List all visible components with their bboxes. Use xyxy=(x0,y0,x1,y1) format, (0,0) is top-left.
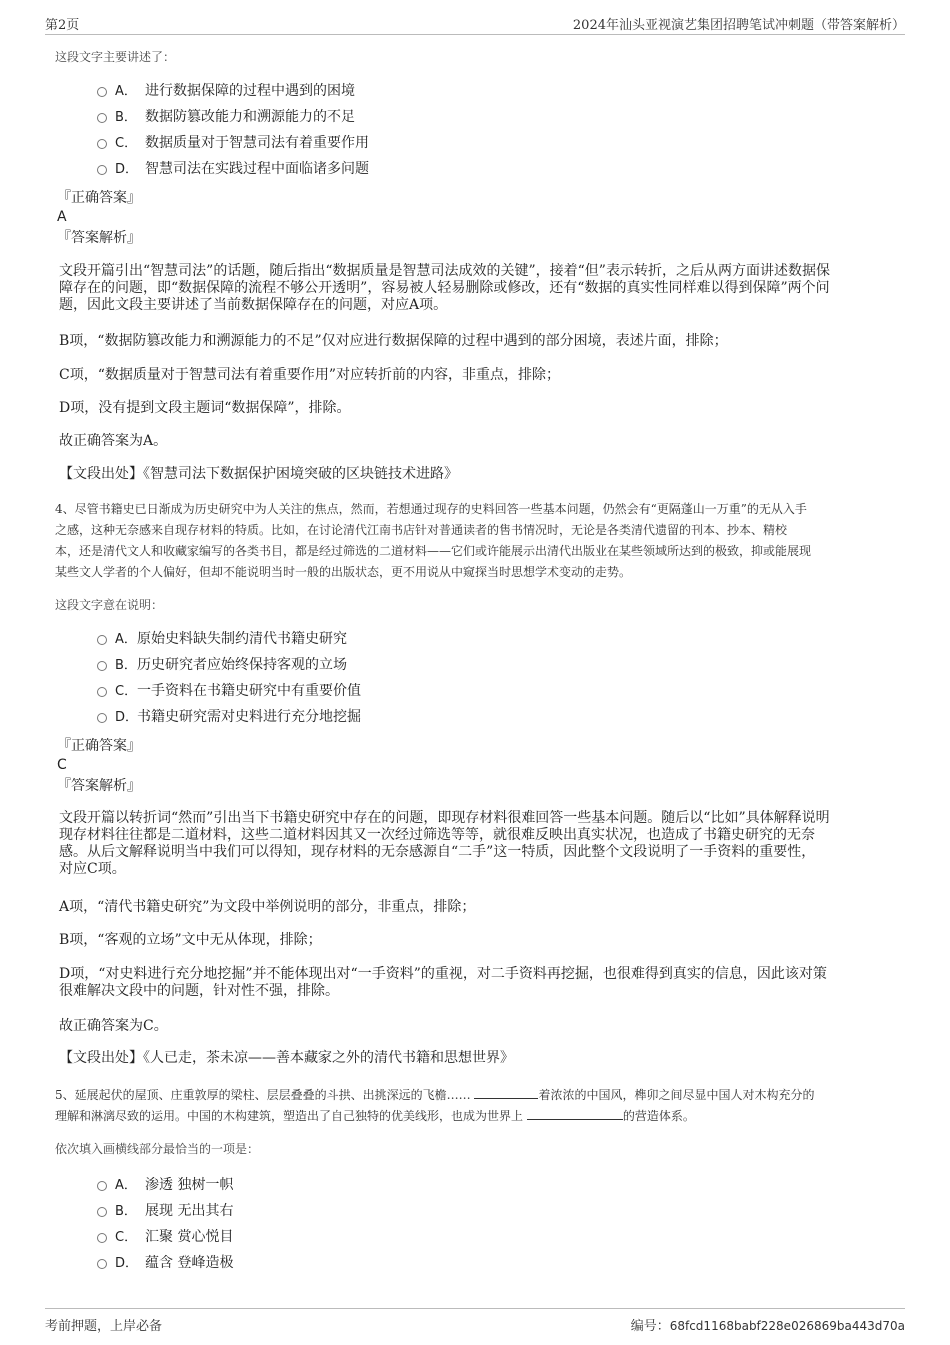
radio-icon[interactable] xyxy=(97,687,107,697)
radio-icon[interactable] xyxy=(97,1181,107,1191)
q3-b-note: B项，“数据防篡改能力和溯源能力的不足”仅对应进行数据保障的过程中遇到的部分困境，表述片面，排除； xyxy=(59,333,728,349)
q4-correct-label: 『正确答案』 xyxy=(57,738,141,754)
radio-icon[interactable] xyxy=(97,139,107,149)
q4-analysis-label: 『答案解析』 xyxy=(57,778,141,794)
radio-icon[interactable] xyxy=(97,635,107,645)
q3-source: 【文段出处】《智慧司法下数据保护困境突破的区块链技术进路》 xyxy=(59,466,458,482)
q3-answer: A xyxy=(57,209,67,225)
radio-icon[interactable] xyxy=(97,1207,107,1217)
q4-answer: C xyxy=(57,757,67,773)
q3-option-a[interactable]: A． 进行数据保障的过程中遇到的困境 xyxy=(97,81,369,101)
q3-options xyxy=(97,81,369,179)
q5-text: 5、延展起伏的屋顶、庄重敦厚的梁柱、层层叠叠的斗拱、出挑深远的飞檐…… 着浓浓的中国风，榫卯之间尽显中国人对木构充分的 理解和淋漓尽致的运用。中国的木构建筑，塑造出了自己独特的优美线形，也成为世界上 的营造体系。 xyxy=(55,1088,815,1123)
q4-d-note: D项，“对史料进行充分地挖掘”并不能体现出对“一手资料”的重视，对二手资料再挖掘，也很难得到真实的信息，因此该对策 很难解决文段中的问题，针对性不强，排除。 xyxy=(59,966,827,999)
document-title: 2024年汕头亚视演艺集团招聘笔试冲刺题（带答案解析） xyxy=(572,18,905,33)
q3-option-d[interactable]: D． 智慧司法在实践过程中面临诸多问题 xyxy=(97,159,369,179)
page-header xyxy=(45,12,905,35)
q3-d-note: D项，没有提到文段主题词“数据保障”，排除。 xyxy=(59,400,351,416)
radio-icon[interactable] xyxy=(97,661,107,671)
radio-icon[interactable] xyxy=(97,165,107,175)
q5-options xyxy=(97,1175,233,1273)
q4-option-a[interactable]: A．原始史料缺失制约清代书籍史研究 xyxy=(97,629,361,649)
footer-slogan: 考前押题，上岸必备 xyxy=(45,1319,163,1334)
radio-icon[interactable] xyxy=(97,87,107,97)
radio-icon[interactable] xyxy=(97,113,107,123)
q4-option-d[interactable]: D．书籍史研究需对史料进行充分地挖掘 xyxy=(97,707,361,727)
radio-icon[interactable] xyxy=(97,1233,107,1243)
page-footer xyxy=(45,1308,905,1335)
blank-2[interactable] xyxy=(527,1107,623,1120)
blank-1[interactable] xyxy=(474,1086,538,1099)
q3-conclusion: 故正确答案为A。 xyxy=(59,433,168,449)
q4-prompt: 这段文字意在说明： xyxy=(55,598,164,612)
q3-c-note: C项，“数据质量对于智慧司法有着重要作用”对应转折前的内容，非重点，排除； xyxy=(59,367,561,383)
radio-icon[interactable] xyxy=(97,713,107,723)
document-code: 编号：68fcd1168babf228e026869ba443d70a xyxy=(630,1319,905,1334)
radio-icon[interactable] xyxy=(97,1259,107,1269)
q5-prompt: 依次填入画横线部分最恰当的一项是： xyxy=(55,1142,260,1156)
q4-b-note: B项，“客观的立场”文中无从体现，排除； xyxy=(59,932,322,948)
q4-options xyxy=(97,629,361,727)
q5-option-d[interactable]: D． 蕴含 登峰造极 xyxy=(97,1253,233,1273)
q4-source: 【文段出处】《人已走，茶未凉——善本藏家之外的清代书籍和思想世界》 xyxy=(59,1050,514,1066)
q5-option-b[interactable]: B． 展现 无出其右 xyxy=(97,1201,233,1221)
q3-option-b[interactable]: B． 数据防篡改能力和溯源能力的不足 xyxy=(97,107,369,127)
q5-option-a[interactable]: A． 渗透 独树一帜 xyxy=(97,1175,233,1195)
q4-a-note: A项，“清代书籍史研究”为文段中举例说明的部分，非重点，排除； xyxy=(59,899,476,915)
q5-option-c[interactable]: C． 汇聚 赏心悦目 xyxy=(97,1227,233,1247)
page-number: 第2页 xyxy=(45,18,80,33)
q4-option-c[interactable]: C．一手资料在书籍史研究中有重要价值 xyxy=(97,681,361,701)
q3-analysis-label: 『答案解析』 xyxy=(57,230,141,246)
q4-conclusion: 故正确答案为C。 xyxy=(59,1018,168,1034)
q3-option-c[interactable]: C． 数据质量对于智慧司法有着重要作用 xyxy=(97,133,369,153)
q3-analysis: 文段开篇引出“智慧司法”的话题，随后指出“数据质量是智慧司法成效的关键”，接着“但”表示转折，之后从两方面讲述数据保 障存在的问题，即“数据保障的流程不够公开透明”，容易被人轻易删除或修改，还有“数据的真实性同样难以得到保障”两个问 题，因此文段主要讲述了当前数据保障存在的问题，对应A项。 xyxy=(59,263,830,313)
q3-correct-label: 『正确答案』 xyxy=(57,190,141,206)
q4-text: 4、尽管书籍史已日渐成为历史研究中为人关注的焦点，然而，若想通过现存的史料回答一些基本问题，仍然会有“更隔蓬山一万重”的无从入手 之感，这种无奈感来自现存材料的特质。比如，在讨论清代江南书店针对普通读者的售书情况时，无论是各类清代遗留的刊本、抄本、精校 本，还是清代文人和收藏家编写的各类书目，都是经过筛选的二道材料——它们或许能展示出清代出版业在某些领域所达到的极致，抑或能展现 某些文人学者的个人偏好，但却不能说明当时一般的出版状态，更不用说从中窥探当时思想学术变动的走势。 xyxy=(55,502,812,579)
q3-prompt: 这段文字主要讲述了： xyxy=(55,50,176,64)
q4-option-b[interactable]: B．历史研究者应始终保持客观的立场 xyxy=(97,655,361,675)
q4-analysis: 文段开篇以转折词“然而”引出当下书籍史研究中存在的问题，即现存材料很难回答一些基本问题。随后以“比如”具体解释说明 现存材料往往都是二道材料，这些二道材料因其又一次经过筛选等等，就很难反映出真实状况，也造成了书籍史研究的无奈 感。从后文解释说明当中我们可以得知，现存材料的无奈感源自“二手”这一特质，因此整个文段说明了一手资料的重要性， 对应C项。 xyxy=(59,810,830,877)
